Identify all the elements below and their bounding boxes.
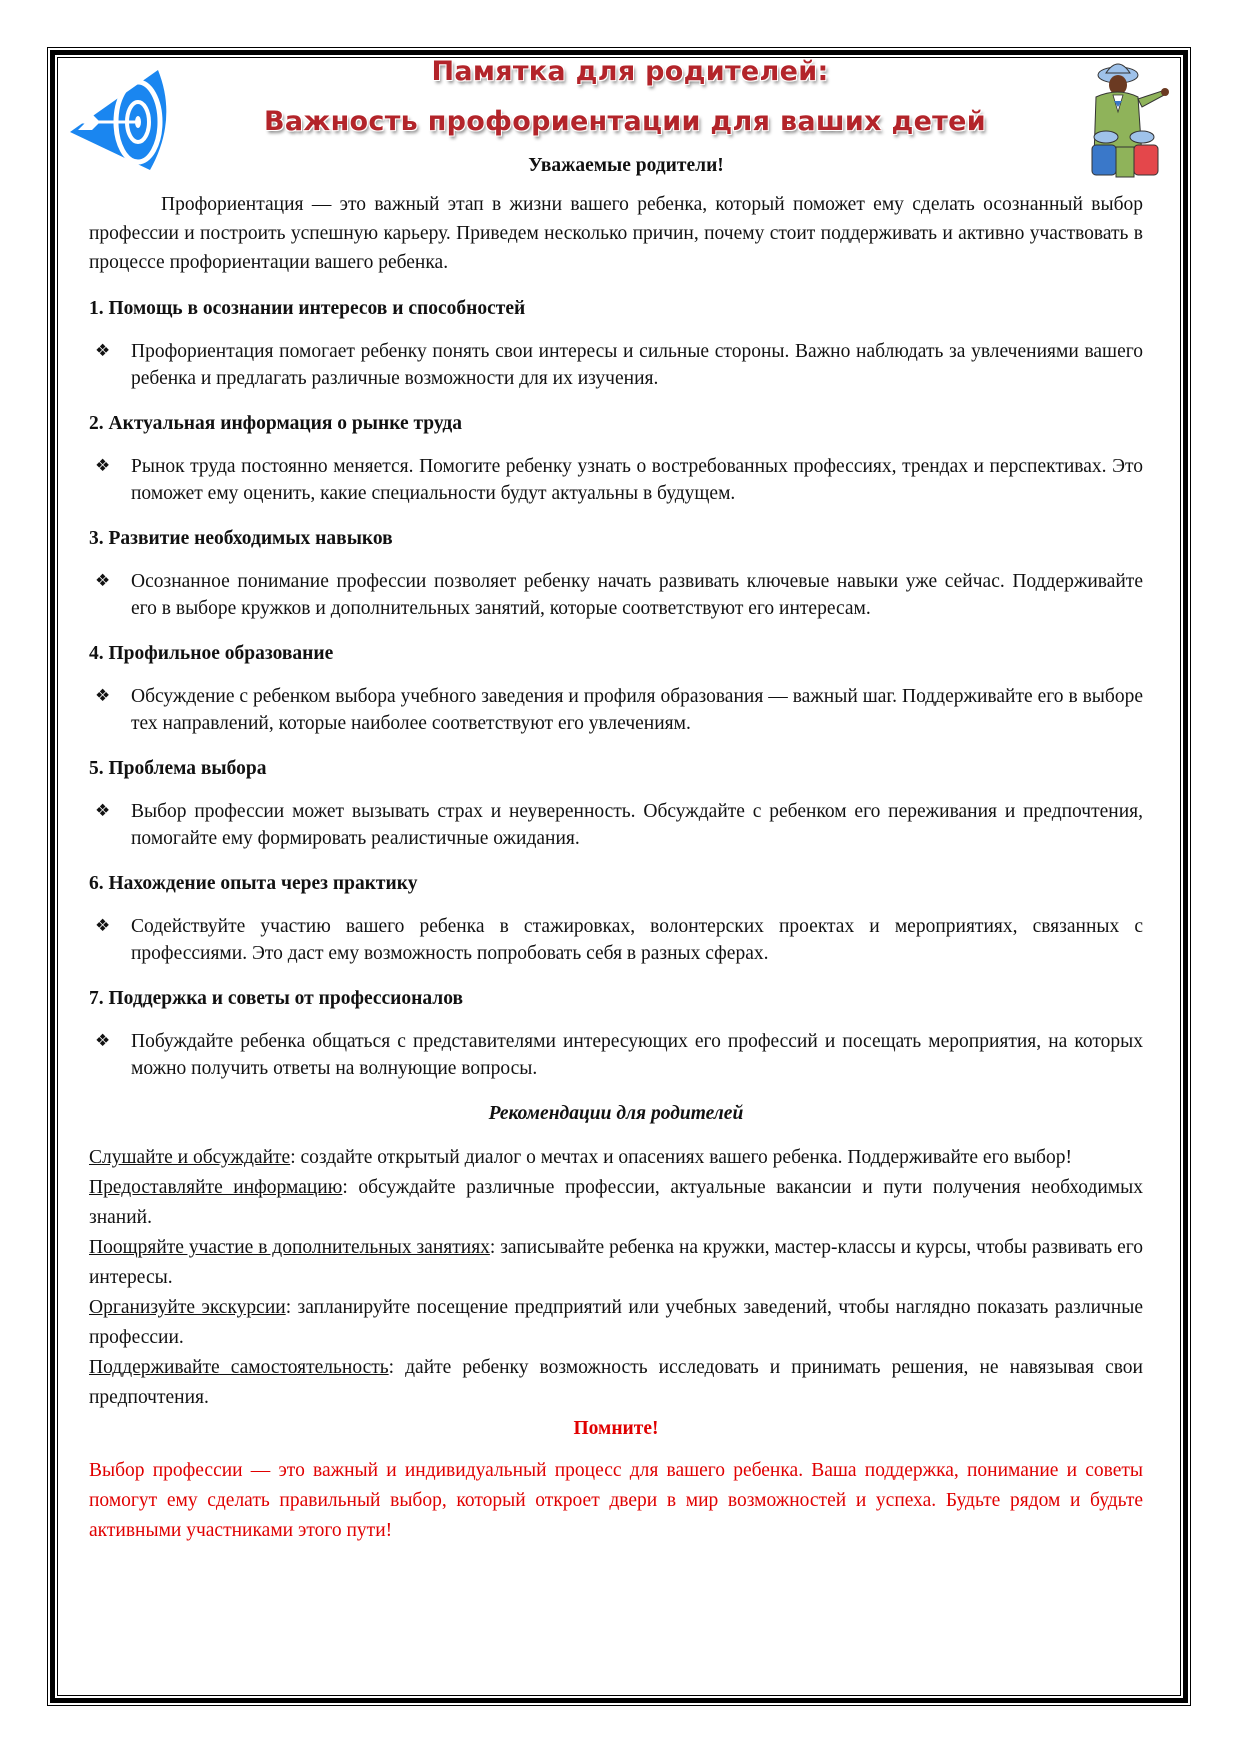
bullet-text: Осознанное понимание профессии позволяет ребенку начать развивать ключевые навыки уже сейчас. Поддерживайте его в выборе кружков и дополнительных занятий, которые соответствуют его интересам.: [131, 571, 1143, 619]
recommendation-text: : создайте открытый диалог о мечтах и опасениях вашего ребенка. Поддерживайте его выбор!: [290, 1147, 1072, 1168]
bullet-text: Рынок труда постоянно меняется. Помогите ребенку узнать о востребованных профессиях, трендах и перспективах. Это поможет ему оценить, какие специальности будут актуальны в будущем.: [131, 456, 1143, 504]
recommendation-label: Слушайте и обсуждайте: [89, 1147, 291, 1168]
bullet-text: Содействуйте участию вашего ребенка в стажировках, волонтерских проектах и мероприятиях, связанных с профессиями. Это даст ему возможность попробовать себя в разных сферах.: [131, 916, 1143, 964]
recommendations-title: Рекомендации для родителей: [488, 1103, 744, 1124]
section-2: [89, 410, 1143, 507]
diamond-bullet-icon: ❖: [95, 801, 111, 821]
title-line-2: Важность профориентации для ваших детей: [264, 106, 986, 137]
section-heading: 3. Развитие необходимых навыков: [89, 528, 393, 549]
title-line-1: Памятка для родителей:: [431, 56, 829, 87]
recommendation-text: : запланируйте посещение предприятий или учебных заведений, чтобы наглядно показать различные профессии.: [89, 1297, 1144, 1348]
section-3: [89, 525, 1143, 622]
section-4: [89, 640, 1143, 737]
bullet-item: [89, 338, 1143, 392]
bullet-text: Обсуждение с ребенком выбора учебного заведения и профиля образования — важный шаг. Поддерживайте его в выборе тех направлений, которые наиболее соответствуют его увлечениям.: [131, 686, 1143, 734]
section-1: [89, 295, 1143, 392]
diamond-bullet-icon: ❖: [95, 571, 111, 591]
greeting: Уважаемые родители!: [528, 155, 724, 176]
recommendation-text: : записывайте ребенка на кружки, мастер-классы и курсы, чтобы развивать его интересы.: [89, 1237, 1143, 1288]
section-heading: 1. Помощь в осознании интересов и способностей: [89, 298, 526, 319]
diamond-bullet-icon: ❖: [95, 341, 111, 361]
recommendation-item: [89, 1293, 1143, 1353]
closing-paragraph: Выбор профессии — это важный и индивидуальный процесс для вашего ребенка. Ваша поддержка, понимание и советы помогут ему сделать правильный выбор, который откроет двери в мир возможностей и успеха. Будьте рядом и будьте активными участниками этого пути!: [89, 1460, 1143, 1541]
section-heading: 2. Актуальная информация о рынке труда: [89, 413, 463, 434]
recommendation-label: Поддерживайте самостоятельность: [89, 1357, 389, 1378]
bullet-text: Профориентация помогает ребенку понять свои интересы и сильные стороны. Важно наблюдать за увлечениями вашего ребенка и предлагать различные возможности для их изучения.: [131, 341, 1143, 389]
recommendation-label: Предоставляйте информацию: [89, 1177, 343, 1198]
recommendation-item: [89, 1173, 1143, 1233]
recommendation-label: Поощряйте участие в дополнительных занятиях: [89, 1237, 490, 1258]
recommendation-label: Организуйте экскурсии: [89, 1297, 286, 1318]
remember-heading: Помните!: [573, 1418, 659, 1439]
bullet-item: [89, 683, 1143, 737]
intro-paragraph: Профориентация — это важный этап в жизни вашего ребенка, который поможет ему сделать осознанный выбор профессии и построить успешную карьеру. Приведем несколько причин, почему стоит поддерживать и активно участвовать в процессе профориентации вашего ребенка.: [89, 194, 1143, 273]
bullet-text: Побуждайте ребенка общаться с представителями интересующих его профессий и посещать мероприятия, на которых можно получить ответы на волнующие вопросы.: [131, 1031, 1143, 1079]
recommendation-text: : дайте ребенку возможность исследовать и принимать решения, не навязывая свои предпочтения.: [89, 1357, 1143, 1408]
bullet-item: [89, 798, 1143, 852]
recommendation-item: [89, 1143, 1143, 1173]
diamond-bullet-icon: ❖: [95, 456, 111, 476]
section-heading: 5. Проблема выбора: [89, 758, 267, 779]
section-heading: 7. Поддержка и советы от профессионалов: [89, 988, 464, 1009]
section-6: [89, 870, 1143, 967]
bullet-text: Выбор профессии может вызывать страх и неуверенность. Обсуждайте с ребенком его переживания и предпочтения, помогайте ему формировать реалистичные ожидания.: [131, 801, 1143, 849]
section-heading: 4. Профильное образование: [89, 643, 334, 664]
recommendation-text: : обсуждайте различные профессии, актуальные вакансии и пути получения необходимых знаний.: [89, 1177, 1143, 1228]
document-body: [89, 152, 1143, 1546]
section-7: [89, 985, 1143, 1082]
bullet-item: [89, 453, 1143, 507]
bullet-item: [89, 1028, 1143, 1082]
bullet-item: [89, 913, 1143, 967]
bullet-item: [89, 568, 1143, 622]
diamond-bullet-icon: ❖: [95, 916, 111, 936]
diamond-bullet-icon: ❖: [95, 1031, 111, 1051]
recommendation-item: [89, 1233, 1143, 1293]
recommendation-item: [89, 1353, 1143, 1413]
section-heading: 6. Нахождение опыта через практику: [89, 873, 418, 894]
diamond-bullet-icon: ❖: [95, 686, 111, 706]
section-5: [89, 755, 1143, 852]
